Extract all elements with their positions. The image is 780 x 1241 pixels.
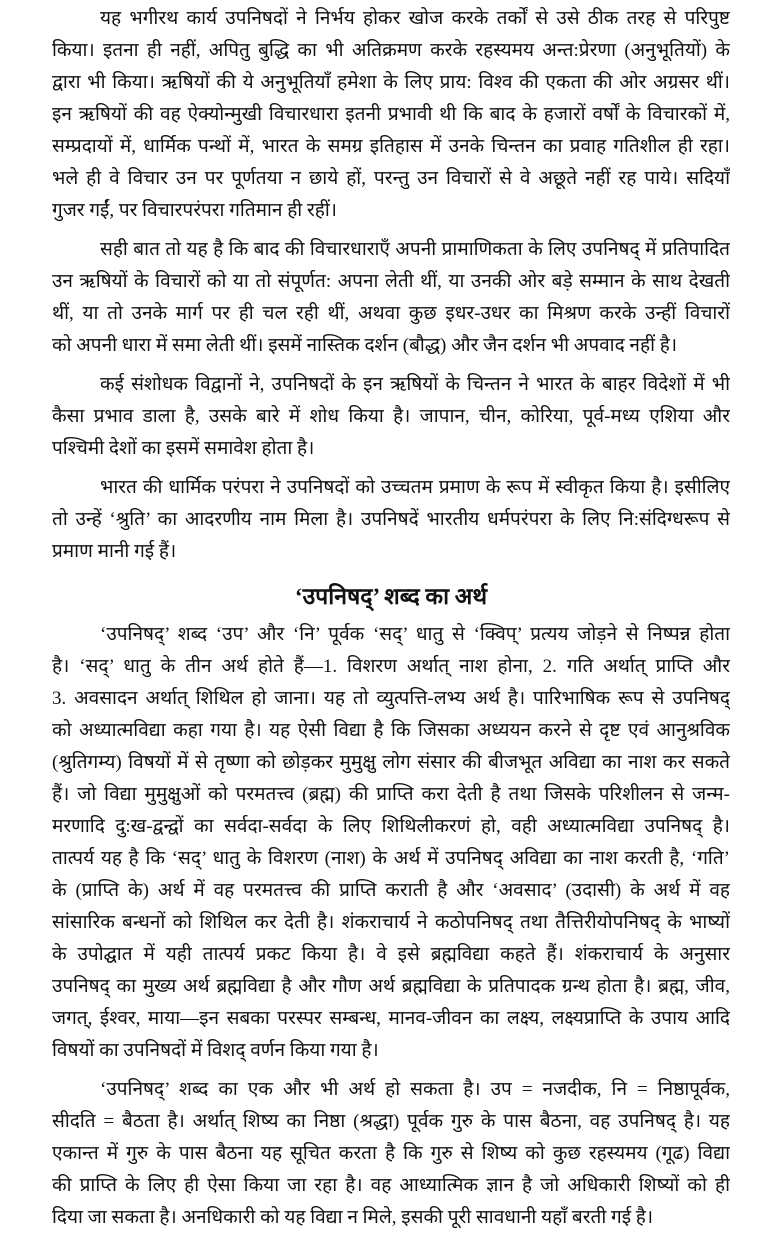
section-intro <box>52 3 730 568</box>
text-line: यह भगीरथ कार्य उपनिषदों ने निर्भय होकर खोज करके तर्कों से उसे ठीक तरह से परिपुष्ट <box>100 8 730 29</box>
document-page <box>52 3 730 1241</box>
text-line: को अध्यात्मविद्या कहा गया है। यह ऐसी विद्या है कि जिसका अध्ययन करने से दृष्ट एवं आनुश्रविक <box>52 720 730 741</box>
text-line: भारत की धार्मिक परंपरा ने उपनिषदों को उच्चतम प्रमाण के रूप में स्वीकृत किया है। इसीलिए <box>100 477 730 498</box>
paragraph <box>52 1074 730 1234</box>
text-line: पश्चिमी देशों का इसमें समावेश होता है। <box>52 438 315 459</box>
text-line: हैं। जो विद्या मुमुक्षुओं को परमतत्त्व (ब्रह्म) की प्राप्ति करा देती है तथा जिसके परिशीलन से जन्म- <box>52 784 730 805</box>
text-line: जगत्, ईश्वर, माया—इन सबका परस्पर सम्बन्ध, मानव-जीवन का लक्ष्य, लक्ष्यप्राप्ति के उपाय आदि <box>52 1008 730 1029</box>
text-line: तात्पर्य यह है कि ‘सद्’ धातु के विशरण (नाश) के अर्थ में उपनिषद् अविद्या का नाश करती है, ‘गति’ <box>52 848 730 869</box>
text-line: सांसारिक बन्धनों को शिथिल कर देती है। शंकराचार्य ने कठोपनिषद् तथा तैत्तिरीयोपनिषद् के भाष्यों <box>52 912 730 933</box>
text-line: उन ऋषियों के विचारों को या तो संपूर्णत: अपना लेती थीं, या उनकी ओर बड़े सम्मान के साथ देखती <box>52 271 730 292</box>
text-line: मरणादि दु:ख-द्वन्द्वों का सर्वदा-सर्वदा के लिए शिथिलीकरणं हो, वही अध्यात्मविद्या उपनिषद् है। <box>52 816 730 837</box>
paragraph <box>52 3 730 227</box>
text-line: थीं, या तो उनके मार्ग पर ही चल रही थीं, अथवा कुछ इधर-उधर का मिश्रण करके उन्हीं विचारों <box>52 303 730 324</box>
text-line: कई संशोधक विद्वानों ने, उपनिषदों के इन ऋषियों के चिन्तन ने भारत के बाहर विदेशों में भी <box>100 374 730 395</box>
text-line: ‘उपनिषद्’ शब्द का एक और भी अर्थ हो सकता है। उप = नजदीक, नि = निष्ठापूर्वक, <box>100 1079 730 1100</box>
text-line: उपनिषद् का मुख्य अर्थ ब्रह्मविद्या है और गौण अर्थ ब्रह्मविद्या के प्रतिपादक ग्रन्थ होता है। ब्रह्म, जीव, <box>52 976 730 997</box>
text-line: 3. अवसादन अर्थात् शिथिल हो जाना। यह तो व्युत्पत्ति-लभ्य अर्थ है। पारिभाषिक रूप से उपनिषद् <box>52 688 730 709</box>
text-line: ‘उपनिषद्’ शब्द ‘उप’ और ‘नि’ पूर्वक ‘सद्’ धातु से ‘क्विप्’ प्रत्यय जोड़ने से निष्पन्न होता <box>100 624 730 645</box>
text-line: के (प्राप्ति के) अर्थ में वह परमतत्त्व की प्राप्ति कराती है और ‘अवसाद’ (उदासी) के अर्थ में वह <box>52 880 730 901</box>
text-line: सही बात तो यह है कि बाद की विचारधाराएँ अपनी प्रामाणिकता के लिए उपनिषद् में प्रतिपादित <box>100 239 730 260</box>
text-line: द्वारा भी किया। ऋषियों की ये अनुभूतियाँ हमेशा के लिए प्राय: विश्व की एकता की ओर अग्रसर थीं। <box>52 72 730 93</box>
text-line: किया। इतना ही नहीं, अपितु बुद्धि का भी अतिक्रमण करके रहस्यमय अन्त:प्रेरणा (अनुभूतियों) के <box>52 40 730 61</box>
text-line: भले ही वे विचार उन पर पूर्णतया न छाये हों, परन्तु उन विचारों से वे अछूते नहीं रह पाये। सदियाँ <box>52 168 730 189</box>
text-line: को अपनी धारा में समा लेती थीं। इसमें नास्तिक दर्शन (बौद्ध) और जैन दर्शन भी अपवाद नहीं है। <box>52 335 678 356</box>
text-line: विषयों का उपनिषदों में विशद् वर्णन किया गया है। <box>52 1040 379 1061</box>
text-line: प्रमाण मानी गई हैं। <box>52 541 177 562</box>
text-line: एकान्त में गुरु के पास बैठना यह सूचित करता है कि गुरु से शिष्य को कुछ रहस्यमय (गूढ) विद्या <box>52 1143 730 1164</box>
paragraph <box>52 369 730 465</box>
text-line: सीदति = बैठता है। अर्थात् शिष्य का निष्ठा (श्रद्धा) पूर्वक गुरु के पास बैठना, वह उपनिषद् है। यह <box>52 1111 730 1132</box>
text-line: कैसा प्रभाव डाला है, उसके बारे में शोध किया है। जापान, चीन, कोरिया, पूर्व-मध्य एशिया और <box>52 406 730 427</box>
text-line: इन ऋषियों की वह ऐक्योन्मुखी विचारधारा इतनी प्रभावी थी कि बाद के हजारों वर्षों के विचारकों में, <box>52 104 730 125</box>
text-line: के उपोद्घात में यही तात्पर्य प्रकट किया है। वे इसे ब्रह्मविद्या कहते हैं। शंकराचार्य के अनुसार <box>52 944 730 965</box>
paragraph <box>52 619 730 1067</box>
text-line: सम्प्रदायों में, धार्मिक पन्थों में, भारत के समग्र इतिहास में उनके चिन्तन का प्रवाह गतिशील ही रहा। <box>52 136 730 157</box>
text-line: (श्रुतिगम्य) विषयों में से तृष्णा को छोड़कर मुमुक्षु लोग संसार की बीजभूत अविद्या का नाश कर सकते <box>52 752 730 773</box>
text-line: की प्राप्ति के लिए ही ऐसा किया जा रहा है। वह आध्यात्मिक ज्ञान है जो अधिकारी शिष्यों को ही <box>52 1175 730 1196</box>
text-line: गुजर गईं, पर विचारपरंपरा गतिमान ही रहीं। <box>52 200 337 221</box>
text-line: है। ‘सद्’ धातु के तीन अर्थ होते हैं—1. विशरण अर्थात् नाश होना, 2. गति अर्थात् प्राप्ति और <box>52 656 730 677</box>
text-line: तो उन्हें ‘श्रुति’ का आदरणीय नाम मिला है। उपनिषदें भारतीय धर्मपरंपरा के लिए नि:संदिग्धरूप से <box>52 509 730 530</box>
section-meaning <box>52 619 730 1234</box>
paragraph <box>52 234 730 362</box>
paragraph <box>52 472 730 568</box>
text-line: दिया जा सकता है। अनधिकारी को यह विद्या न मिले, इसकी पूरी सावधानी यहाँ बरती गई है। <box>52 1207 654 1228</box>
section-heading: ‘उपनिषद्’ शब्द का अर्थ <box>294 584 488 609</box>
